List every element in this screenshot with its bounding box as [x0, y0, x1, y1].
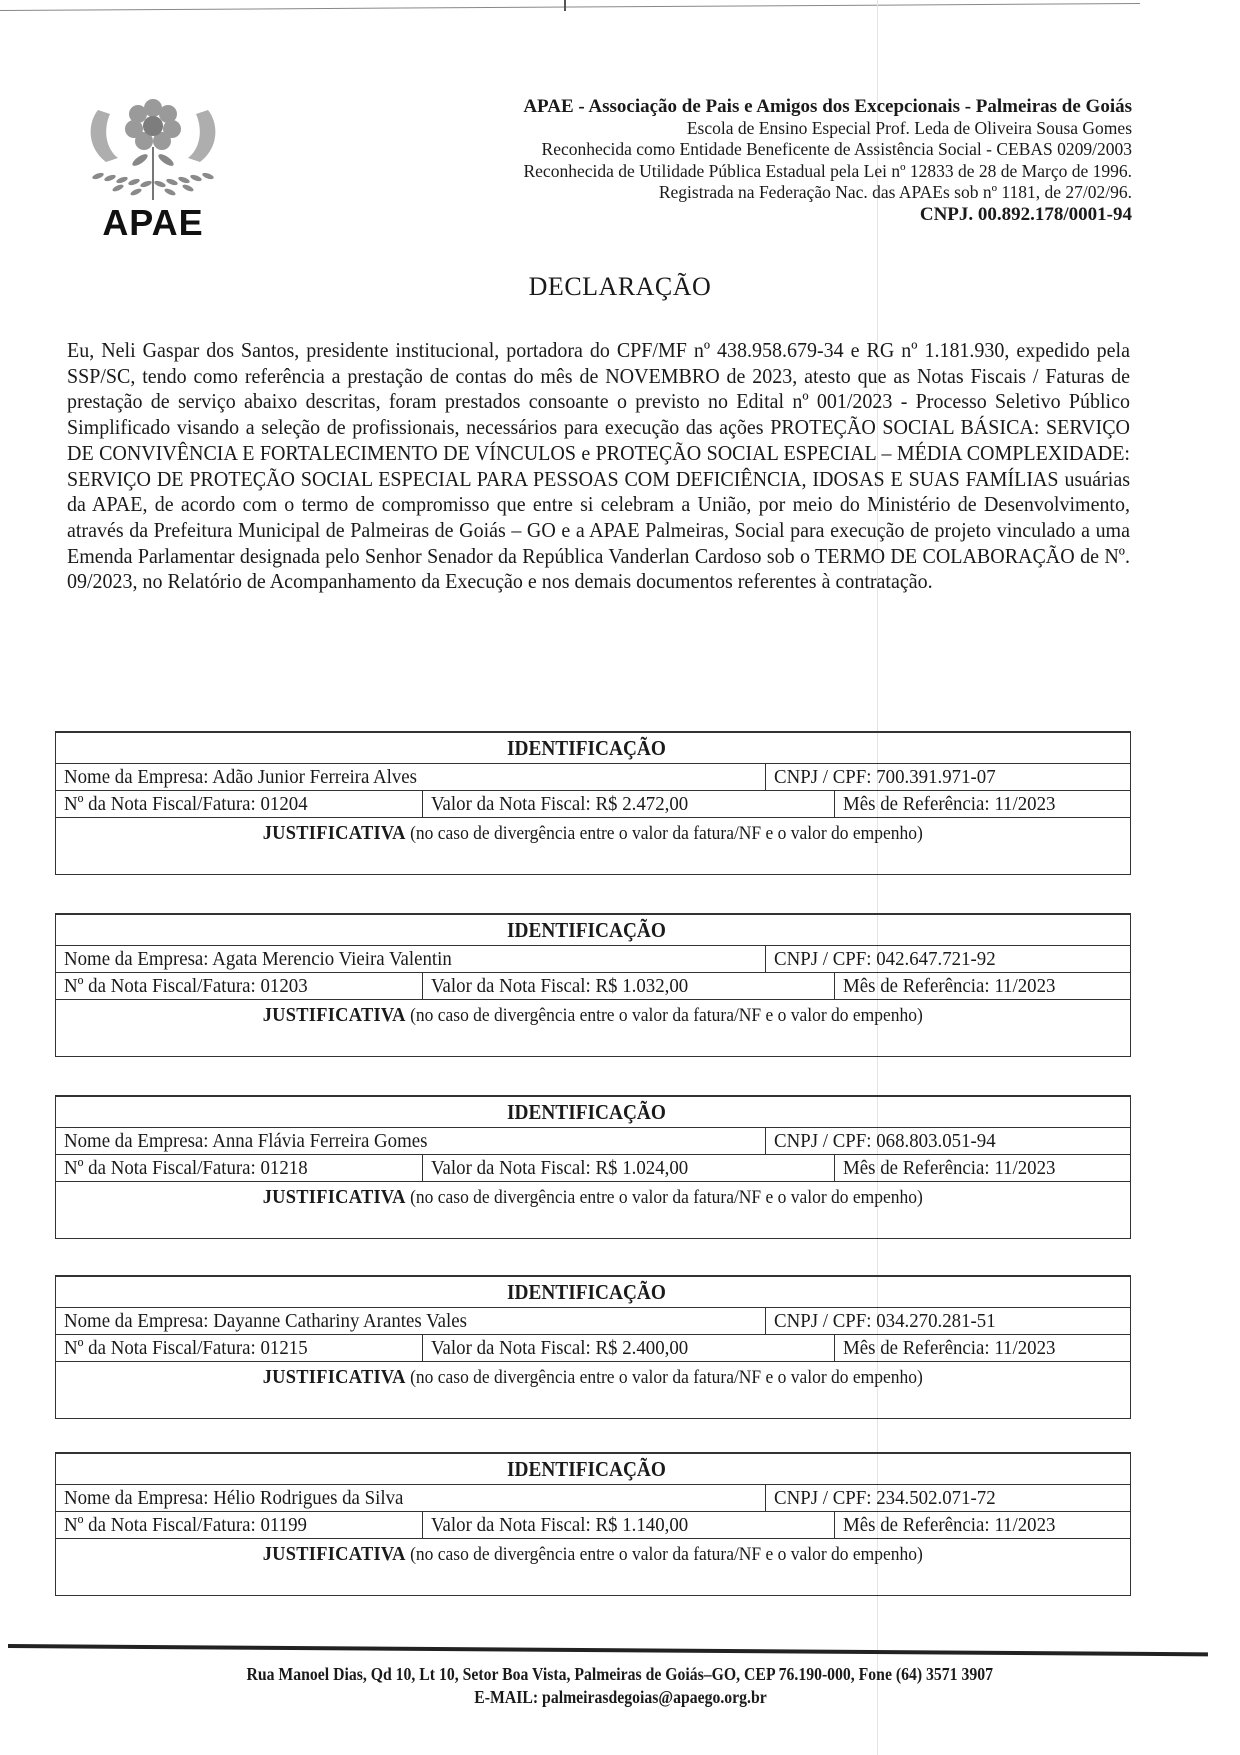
page-top-rule: [0, 3, 1140, 12]
recognition-public-utility: Reconhecida de Utilidade Pública Estadual pela Lei nº 12833 de 28 de Março de 1996.: [523, 160, 1132, 181]
justification-area: [56, 1000, 1130, 1056]
company-name-cell: [56, 1485, 765, 1511]
reference-month: Mês de Referência: 11/2023: [843, 1156, 1056, 1179]
apae-logo: [78, 92, 228, 242]
company-name-cell: [56, 946, 765, 972]
invoice-number: Nº da Nota Fiscal/Fatura: 01215: [64, 1336, 308, 1359]
justification-label: JUSTIFICATIVA: [262, 1186, 406, 1208]
company-cnpj: CNPJ / CPF: 034.270.281-51: [774, 1309, 996, 1332]
reference-month: Mês de Referência: 11/2023: [843, 1513, 1056, 1536]
justification-note: (no caso de divergência entre o valor da fatura/NF e o valor do empenho): [405, 1367, 924, 1388]
reference-month: Mês de Referência: 11/2023: [843, 792, 1056, 815]
invoice-value-cell: [422, 1155, 834, 1181]
company-row: [56, 1485, 1130, 1512]
block-heading-text: IDENTIFICAÇÃO: [506, 1279, 666, 1304]
cnpj-cell: [765, 764, 1130, 790]
reference-month-cell: [834, 973, 1130, 999]
recognition-cebas: Reconhecida como Entidade Beneficente de Assistência Social - CEBAS 0209/2003: [541, 139, 1132, 159]
justification-note: (no caso de divergência entre o valor da fatura/NF e o valor do empenho): [405, 1187, 924, 1208]
reference-month-cell: [834, 1155, 1130, 1181]
justification-area: [56, 1539, 1130, 1595]
org-name: APAE - Associação de Pais e Amigos dos Excepcionais - Palmeiras de Goiás: [523, 96, 1132, 117]
company-row: [56, 1128, 1130, 1155]
cnpj-cell: [765, 946, 1130, 972]
block-heading: [56, 733, 1130, 764]
justification-note: (no caso de divergência entre o valor da fatura/NF e o valor do empenho): [405, 1005, 924, 1026]
invoice-number-cell: [56, 973, 422, 999]
invoice-number: Nº da Nota Fiscal/Fatura: 01218: [64, 1156, 308, 1179]
invoice-value: Valor da Nota Fiscal: R$ 1.024,00: [431, 1156, 689, 1179]
footer-email: E-MAIL: palmeirasdegoias@apaego.org.br: [473, 1687, 767, 1707]
letterhead: [523, 96, 1132, 225]
reference-month: Mês de Referência: 11/2023: [843, 974, 1056, 997]
identification-block: [55, 731, 1131, 875]
invoice-number-cell: [56, 1155, 422, 1181]
justification-label: JUSTIFICATIVA: [262, 1004, 406, 1026]
logo-wordmark: APAE: [102, 202, 204, 243]
company-cnpj: CNPJ / CPF: 700.391.971-07: [774, 765, 996, 788]
invoice-value-cell: [422, 791, 834, 817]
identification-block: [55, 1095, 1131, 1239]
company-name-cell: [56, 1308, 765, 1334]
company-cnpj: CNPJ / CPF: 068.803.051-94: [774, 1129, 996, 1152]
block-heading: [56, 1454, 1130, 1485]
invoice-row: [56, 791, 1130, 818]
cnpj-cell: [765, 1308, 1130, 1334]
invoice-number-cell: [56, 1335, 422, 1361]
invoice-value: Valor da Nota Fiscal: R$ 2.472,00: [431, 792, 689, 815]
federation-registration: Registrada na Federação Nac. das APAEs sob nº 1181, de 27/02/96.: [658, 182, 1132, 202]
reference-month-cell: [834, 791, 1130, 817]
company-name: Nome da Empresa: Hélio Rodrigues da Silva: [64, 1486, 404, 1509]
invoice-number: Nº da Nota Fiscal/Fatura: 01203: [64, 974, 308, 997]
invoice-number: Nº da Nota Fiscal/Fatura: 01199: [64, 1513, 307, 1536]
invoice-number-cell: [56, 791, 422, 817]
block-heading: [56, 1277, 1130, 1308]
identification-block: [55, 913, 1131, 1057]
flower-hands-icon: [78, 92, 228, 202]
document-title: DECLARAÇÃO: [528, 272, 712, 301]
invoice-value: Valor da Nota Fiscal: R$ 1.032,00: [431, 974, 689, 997]
footer-rule: [8, 1644, 1208, 1656]
page-top-mark: [564, 0, 566, 11]
block-heading-text: IDENTIFICAÇÃO: [506, 735, 666, 760]
org-cnpj: CNPJ. 00.892.178/0001-94: [919, 203, 1132, 225]
cnpj-cell: [765, 1485, 1130, 1511]
justification-label: JUSTIFICATIVA: [262, 1543, 406, 1565]
invoice-value-cell: [422, 1512, 834, 1538]
justification-label: JUSTIFICATIVA: [262, 1366, 406, 1388]
cnpj-cell: [765, 1128, 1130, 1154]
footer: [0, 1663, 1240, 1709]
company-cnpj: CNPJ / CPF: 234.502.071-72: [774, 1486, 996, 1509]
company-row: [56, 764, 1130, 791]
company-name: Nome da Empresa: Agata Merencio Vieira Valentin: [64, 947, 452, 970]
reference-month-cell: [834, 1512, 1130, 1538]
school-name: Escola de Ensino Especial Prof. Leda de Oliveira Sousa Gomes: [686, 117, 1132, 138]
company-name: Nome da Empresa: Dayanne Cathariny Arantes Vales: [64, 1309, 467, 1332]
company-name: Nome da Empresa: Adão Junior Ferreira Alves: [64, 765, 418, 788]
company-name-cell: [56, 1128, 765, 1154]
invoice-row: [56, 1155, 1130, 1182]
declaration-body: Eu, Neli Gaspar dos Santos, presidente institucional, portadora do CPF/MF nº 438.958.679-34 e RG nº 1.181.930, expedido pela SSP/SC, tendo como referência a prestação de contas do mês de NOVEMBRO de 2023, atesto que as Notas Fiscais / Faturas de prestação de serviço abaixo descritas, foram prestados consoante o previsto no Edital nº 001/2023 - Processo Seletivo Público Simplificado visando a seleção de profissionais, necessários para execução das ações PROTEÇÃO SOCIAL BÁSICA: SERVIÇO DE CONVIVÊNCIA E FORTALECIMENTO DE VÍNCULOS e PROTEÇÃO SOCIAL ESPECIAL – MÉDIA COMPLEXIDADE: SERVIÇO DE PROTEÇÃO SOCIAL ESPECIAL PARA PESSOAS COM DEFICIÊNCIA, IDOSAS E SUAS FAMÍLIAS usuárias da APAE, de acordo com o termo de compromisso que entre si celebram a União, por meio do Ministério de Desenvolvimento, através da Prefeitura Municipal de Palmeiras de Goiás – GO e a APAE Palmeiras, Social para execução de projeto vinculado a uma Emenda Parlamentar designada pelo Senhor Senador da República Vanderlan Cardoso sob o TERMO DE COLABORAÇÃO de Nº. 09/2023, no Relatório de Acompanhamento da Execução e nos demais documentos referentes à contratação.: [67, 338, 1130, 594]
reference-month-cell: [834, 1335, 1130, 1361]
justification-note: (no caso de divergência entre o valor da fatura/NF e o valor do empenho): [405, 1544, 924, 1565]
invoice-value-cell: [422, 973, 834, 999]
block-heading-text: IDENTIFICAÇÃO: [506, 1099, 666, 1124]
block-heading: [56, 1097, 1130, 1128]
company-name-cell: [56, 764, 765, 790]
invoice-value: Valor da Nota Fiscal: R$ 1.140,00: [431, 1513, 689, 1536]
justification-label: JUSTIFICATIVA: [262, 822, 406, 844]
company-cnpj: CNPJ / CPF: 042.647.721-92: [774, 947, 996, 970]
invoice-row: [56, 1512, 1130, 1539]
invoice-value: Valor da Nota Fiscal: R$ 2.400,00: [431, 1336, 689, 1359]
invoice-number-cell: [56, 1512, 422, 1538]
block-heading-text: IDENTIFICAÇÃO: [506, 917, 666, 942]
invoice-number: Nº da Nota Fiscal/Fatura: 01204: [64, 792, 308, 815]
company-row: [56, 946, 1130, 973]
justification-area: [56, 1182, 1130, 1238]
justification-area: [56, 1362, 1130, 1418]
invoice-row: [56, 1335, 1130, 1362]
identification-block: [55, 1452, 1131, 1596]
invoice-value-cell: [422, 1335, 834, 1361]
reference-month: Mês de Referência: 11/2023: [843, 1336, 1056, 1359]
block-heading: [56, 915, 1130, 946]
company-name: Nome da Empresa: Anna Flávia Ferreira Gomes: [64, 1129, 428, 1152]
identification-block: [55, 1275, 1131, 1419]
justification-area: [56, 818, 1130, 874]
company-row: [56, 1308, 1130, 1335]
footer-address: Rua Manoel Dias, Qd 10, Lt 10, Setor Boa Vista, Palmeiras de Goiás–GO, CEP 76.190-000, Fone (64) 3571 3907: [246, 1664, 994, 1684]
justification-note: (no caso de divergência entre o valor da fatura/NF e o valor do empenho): [405, 823, 924, 844]
invoice-row: [56, 973, 1130, 1000]
block-heading-text: IDENTIFICAÇÃO: [506, 1456, 666, 1481]
